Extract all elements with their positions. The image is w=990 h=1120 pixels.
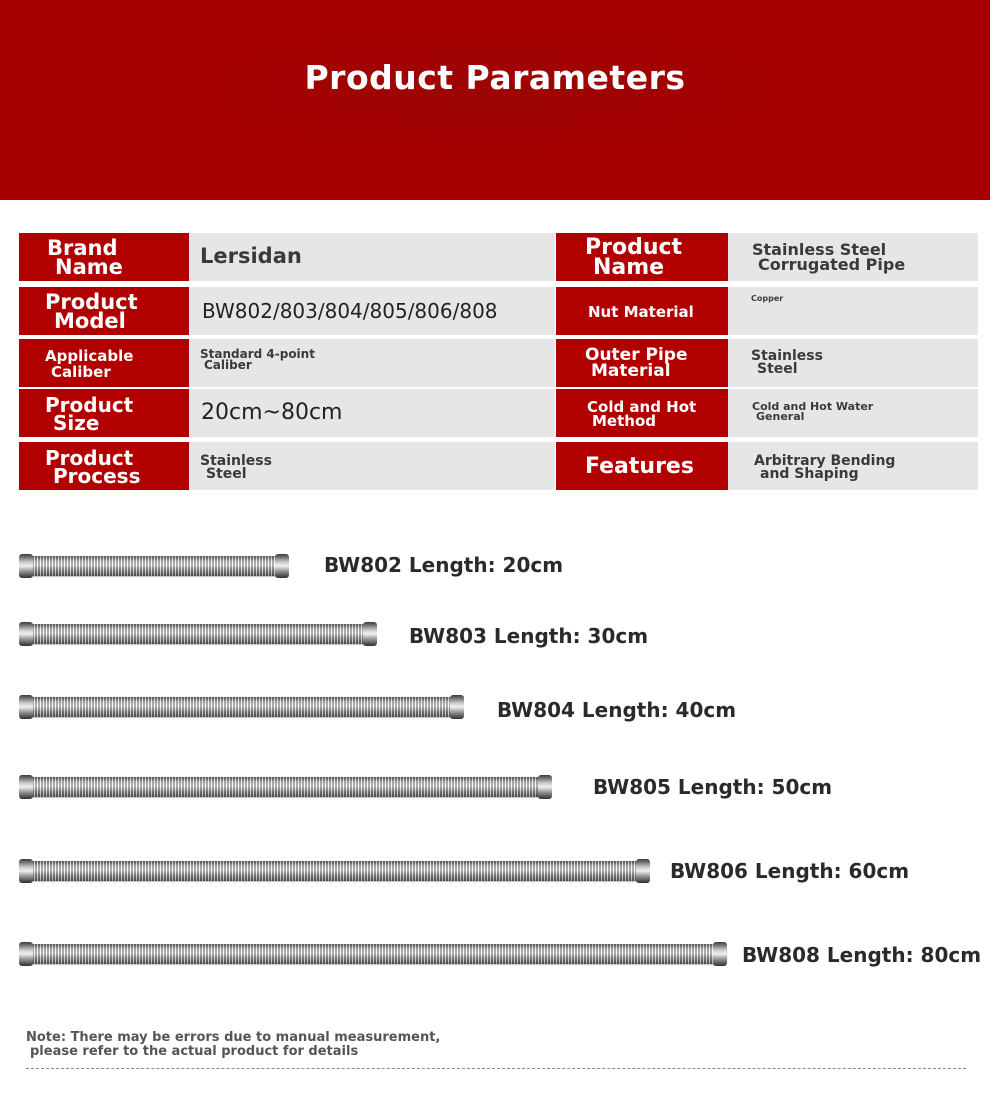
param-value-product-process: Stainless Steel (189, 442, 555, 490)
nut-icon (636, 859, 650, 883)
divider (26, 1068, 966, 1069)
param-label-product-model: Product Model (19, 287, 189, 335)
param-label-applicable-caliber: Applicable Caliber (19, 339, 189, 387)
param-label-nut-material: Nut Material (556, 287, 728, 335)
param-value-product-size: 20cm~80cm (189, 389, 555, 437)
pipe-image (22, 861, 648, 881)
pipe-image (22, 624, 375, 644)
nut-icon (275, 554, 289, 578)
nut-icon (19, 622, 33, 646)
page-title: Product Parameters (304, 58, 686, 97)
nut-icon (450, 695, 464, 719)
param-value-outer-pipe-material: Stainless Steel (728, 339, 978, 387)
param-value-product-name: Stainless Steel Corrugated Pipe (728, 233, 978, 281)
param-label-outer-pipe-material: Outer Pipe Material (556, 339, 728, 387)
param-row (19, 287, 978, 335)
pipe-image (22, 697, 462, 717)
nut-icon (19, 554, 33, 578)
pipe-bw806 (22, 856, 648, 886)
param-row (19, 442, 978, 490)
pipe-label-bw804: BW804 Length: 40cm (497, 698, 737, 722)
param-label-product-size: Product Size (19, 389, 189, 437)
param-label-brand-name: Brand Name (19, 233, 189, 281)
nut-icon (713, 942, 727, 966)
pipe-label-bw808: BW808 Length: 80cm (742, 943, 982, 967)
param-row (19, 339, 978, 387)
param-label-product-name: Product Name (556, 233, 728, 281)
header-banner (0, 0, 990, 200)
pipe-bw802 (22, 551, 287, 581)
param-value-cold-hot-method: Cold and Hot Water General (728, 389, 978, 437)
nut-icon (19, 859, 33, 883)
nut-icon (19, 942, 33, 966)
param-value-product-model: BW802/803/804/805/806/808 (189, 287, 555, 335)
nut-icon (363, 622, 377, 646)
pipe-image (22, 556, 287, 576)
param-value-nut-material: Copper (728, 287, 978, 335)
param-label-features: Features (556, 442, 728, 490)
pipe-image (22, 944, 727, 964)
pipe-bw804 (22, 692, 462, 722)
nut-icon (19, 695, 33, 719)
pipe-label-bw803: BW803 Length: 30cm (409, 624, 649, 648)
param-value-features: Arbitrary Bending and Shaping (728, 442, 978, 490)
param-value-brand-name: Lersidan (189, 233, 555, 281)
pipe-bw803 (22, 619, 375, 649)
pipe-label-bw805: BW805 Length: 50cm (593, 775, 833, 799)
param-value-applicable-caliber: Standard 4-point Caliber (189, 339, 555, 387)
pipe-image (22, 777, 550, 797)
param-row (19, 389, 978, 437)
nut-icon (19, 775, 33, 799)
measurement-note: Note: There may be errors due to manual measurement, please refer to the actual product for details (26, 1030, 441, 1059)
pipe-label-bw806: BW806 Length: 60cm (670, 859, 910, 883)
param-label-product-process: Product Process (19, 442, 189, 490)
param-row (19, 233, 978, 281)
pipe-label-bw802: BW802 Length: 20cm (324, 553, 564, 577)
nut-icon (538, 775, 552, 799)
pipe-bw805 (22, 772, 550, 802)
pipe-bw808 (22, 939, 727, 969)
param-label-cold-hot-method: Cold and Hot Method (556, 389, 728, 437)
